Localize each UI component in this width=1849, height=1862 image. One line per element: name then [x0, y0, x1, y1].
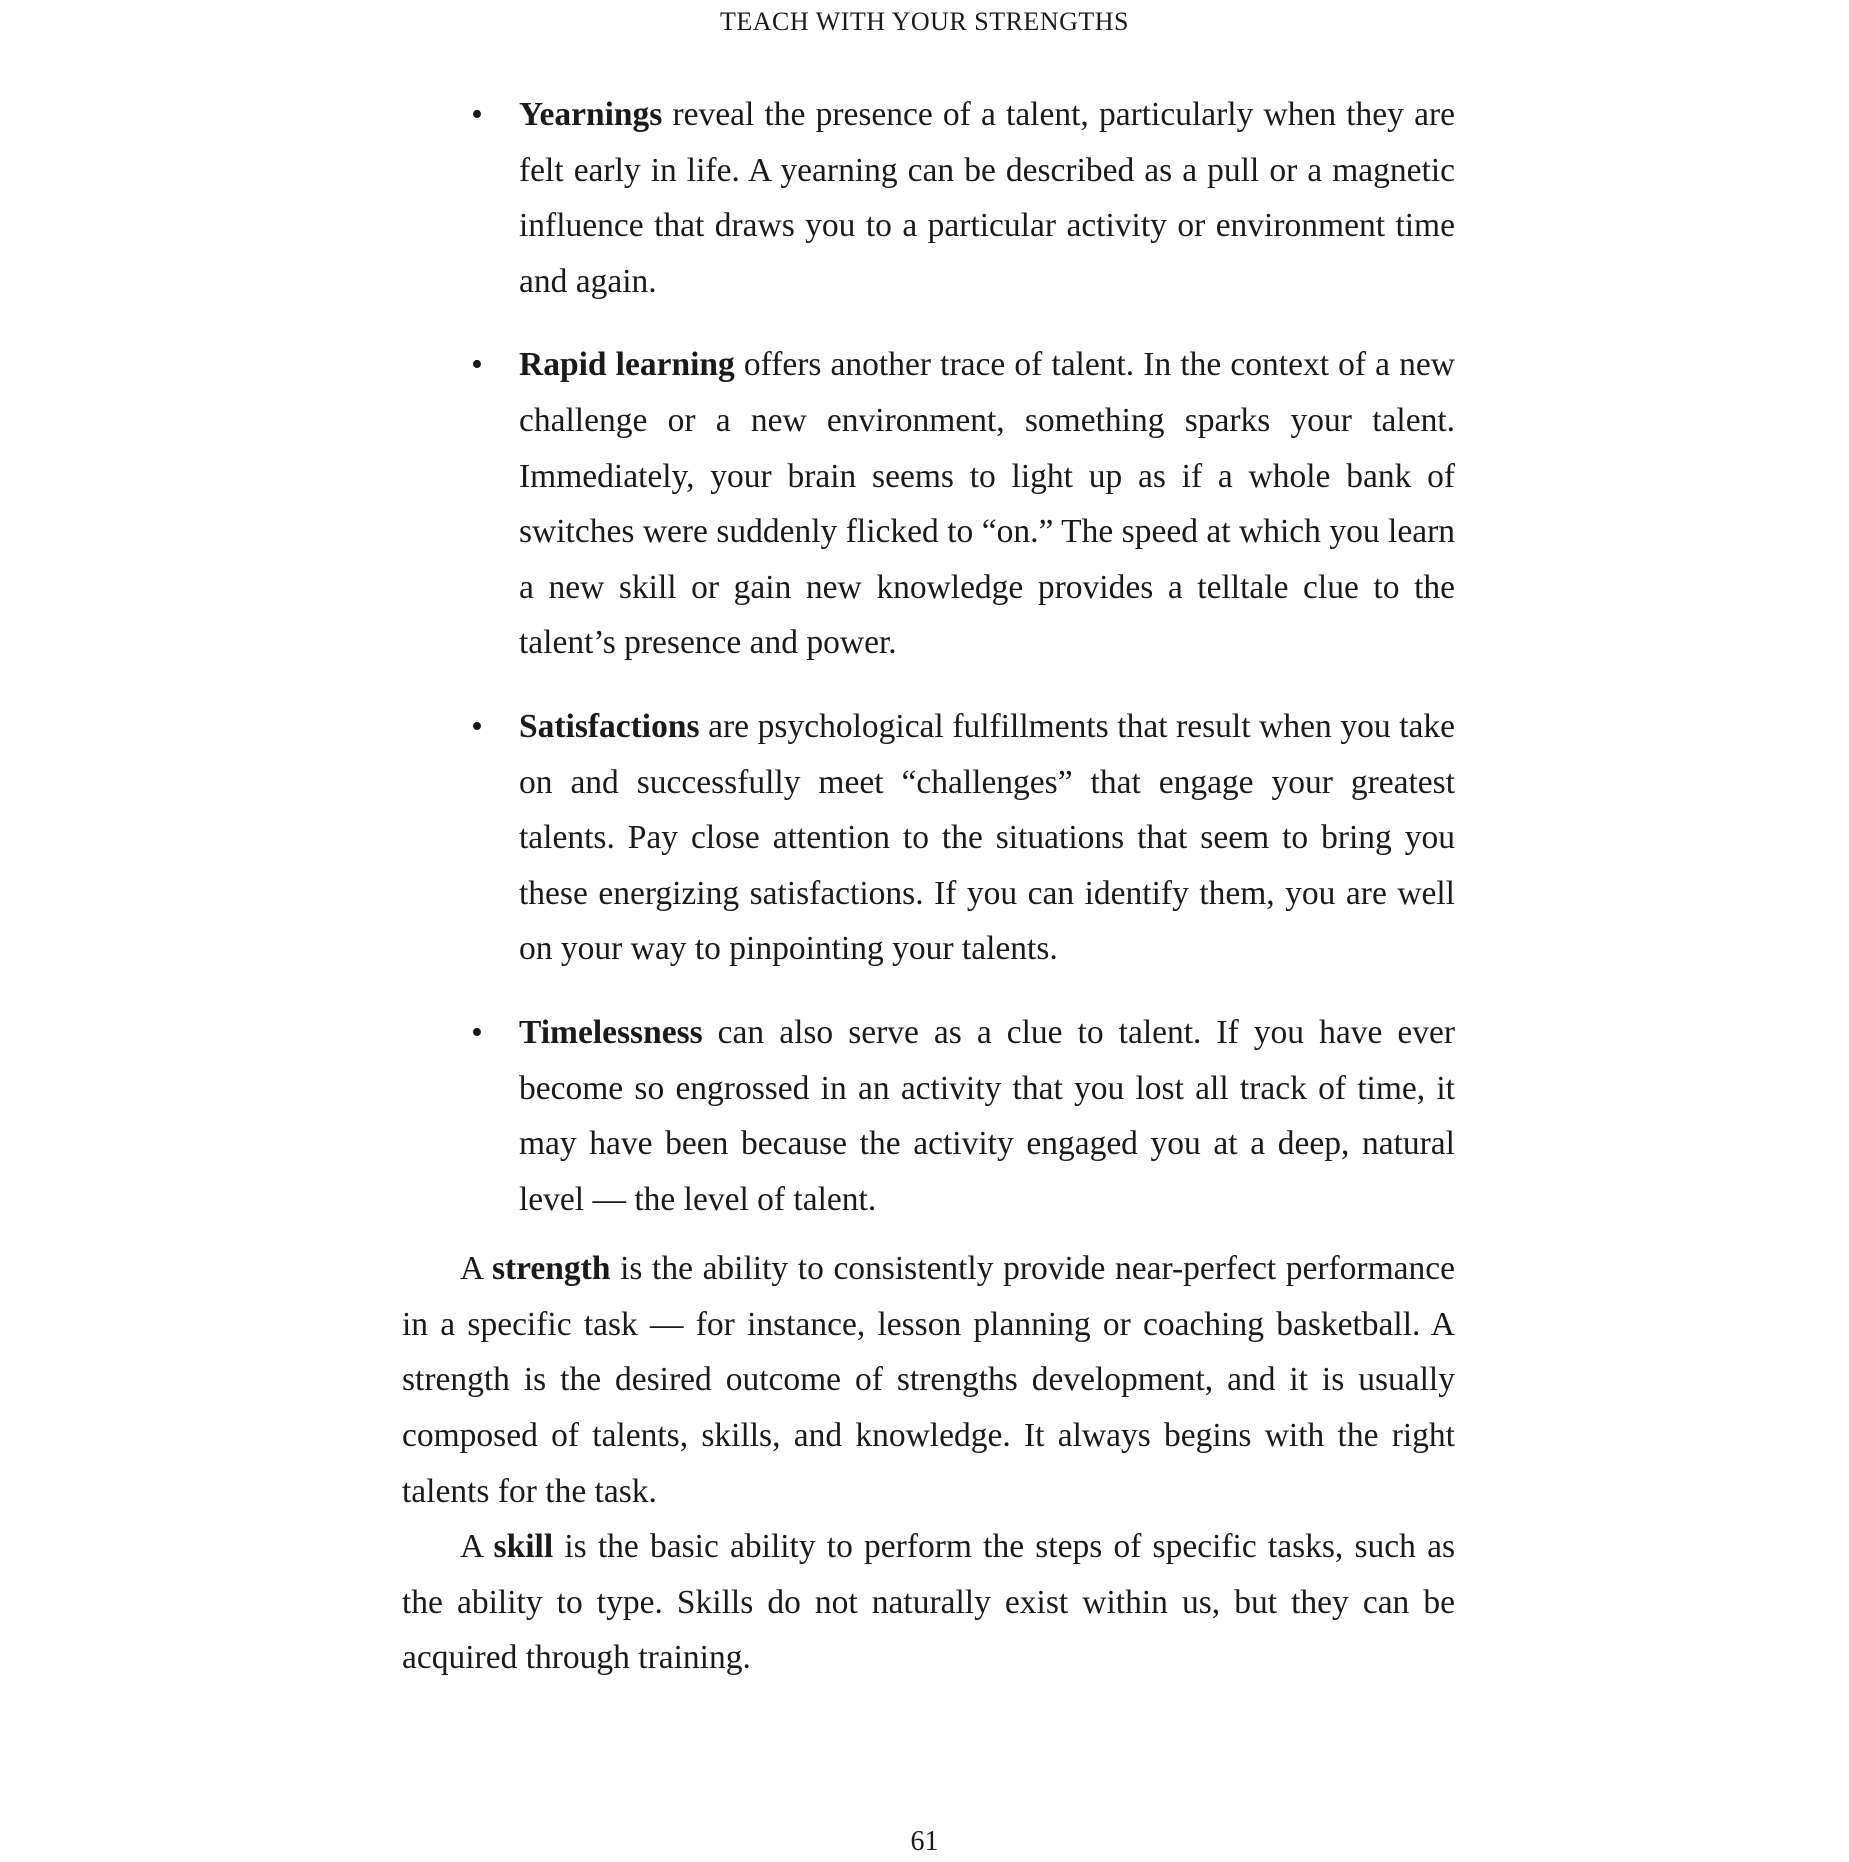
page-body [402, 87, 1455, 1686]
list-item [402, 337, 1455, 671]
page-number: 61 [910, 1826, 939, 1857]
skill-definition-paragraph [402, 1519, 1455, 1686]
list-item-text: offers another trace of talent. In the context of a new challenge or a new environment, something sparks your talent. Immediately, your brain seems to light up as if a whole bank of switches were suddenly flicked to “on.” The speed at which you learn a new skill or gain new knowledge provides a telltale clue to the talent’s presence and power. [519, 346, 1455, 662]
bullet-icon: • [471, 707, 483, 745]
list-item-text: reveal the presence of a talent, particularly when they are felt early in life. A yearning can be described as a pull or a magnetic influence that draws you to a particular activity or environment time and again. [519, 96, 1455, 300]
bold-term: skill [493, 1528, 554, 1566]
paragraph-lead: A [460, 1250, 492, 1288]
running-head: TEACH WITH YOUR STRENGTHS [720, 7, 1129, 36]
list-item-text: can also serve as a clue to talent. If you have ever become so engrossed in an activity that you lost all track of time, it may have been because the activity engaged you at a deep, natural level — the level of talent. [519, 1013, 1455, 1218]
paragraph-lead: A [460, 1528, 494, 1566]
bullet-icon: • [471, 96, 483, 133]
talent-clues-list [402, 87, 1455, 1227]
list-item-text: are psychological fulfillments that result when you take on and successfully meet “challenges” that engage your greatest talents. Pay close attention to the situations that seem to bring you these energizing satisfactions. If you can identify them, you are well on your way to pinpointing your talents. [519, 707, 1455, 968]
bold-term: strength [491, 1250, 611, 1288]
bold-term: Timelessness [519, 1013, 703, 1051]
bullet-icon: • [471, 1013, 483, 1051]
paragraph-text: is the basic ability to perform the steps of specific tasks, such as the ability to type. Skills do not naturally exist within us, but they can be acquired through training. [402, 1528, 1455, 1677]
paragraph-text: is the ability to consistently provide near-perfect performance in a specific task — for instance, lesson planning or coaching basketball. A strength is the desired outcome of strengths development, and it is usually composed of talents, skills, and knowledge. It always begins with the right talents for the task. [402, 1250, 1455, 1510]
bold-term: Rapid learning [519, 346, 735, 384]
list-item [402, 699, 1455, 977]
bold-term: Satisfactions [519, 707, 700, 745]
bullet-icon: • [471, 346, 483, 384]
list-item [402, 87, 1455, 309]
bold-term: Yearnings [519, 96, 663, 133]
list-item [402, 1005, 1455, 1227]
strength-definition-paragraph [402, 1241, 1455, 1519]
